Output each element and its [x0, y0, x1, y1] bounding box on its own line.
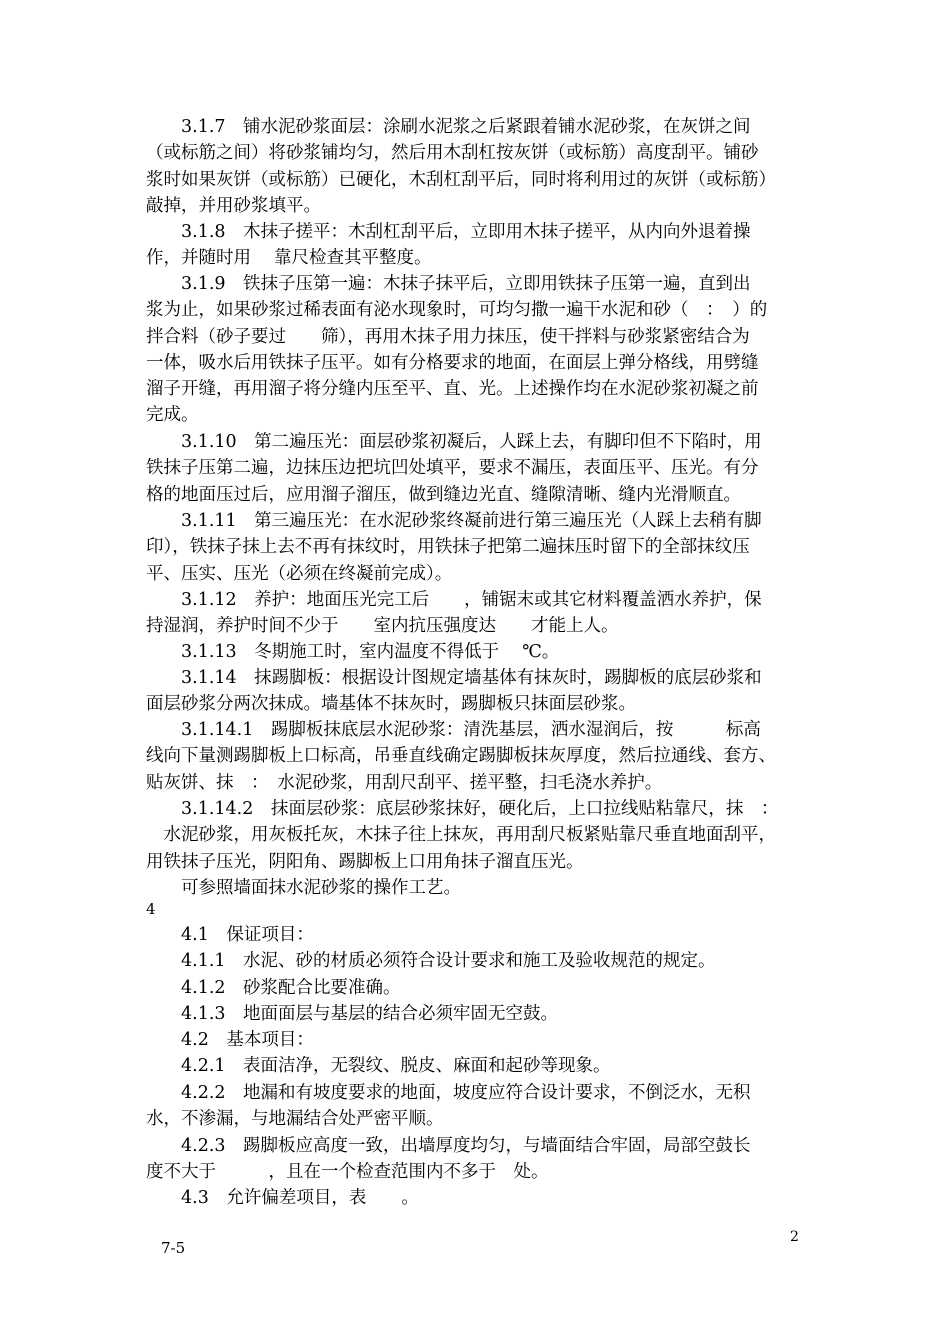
text-line: 水泥砂浆，用灰板托灰，木抹子往上抹灰，再用刮尺板紧贴靠尺垂直地面刮平，	[146, 825, 776, 846]
paragraph-3-1-12	[146, 587, 808, 640]
text-line: 4.2.3 踢脚板应高度一致，出墙厚度均匀，与墙面结合牢固，局部空鼓长	[146, 1136, 751, 1156]
text-line: 3.1.7 铺水泥砂浆面层：涂刷水泥浆之后紧跟着铺水泥砂浆，在灰饼之间	[146, 117, 751, 137]
text-line: 4.2.2 地漏和有坡度要求的地面，坡度应符合设计要求，不倒泛水，无积	[146, 1083, 751, 1103]
text-line: 线向下量测踢脚板上口标高，吊垂直线确定踢脚板抹灰厚度，然后拉通线、套方、	[146, 746, 776, 767]
text-line: 格的地面压过后，应用溜子溜压，做到缝边光直、缝隙清晰、缝内光滑顺直。	[146, 484, 741, 505]
paragraph-3-1-13	[146, 639, 808, 665]
text-line: 面层砂浆分两次抹成。墙基体不抹灰时，踢脚板只抹面层砂浆。	[146, 694, 636, 715]
text-line: 3.1.11 第三遍压光：在水泥砂浆终凝前进行第三遍压光（人踩上去稍有脚	[146, 511, 762, 531]
text-line: 度不大于 ，且在一个检查范围内不多于 处。	[146, 1162, 549, 1183]
text-line: 作，并随时用 靠尺检查其平整度。	[146, 248, 432, 269]
text-line: 贴灰饼、抹 ： 水泥砂浆，用刮尺刮平、搓平整，扫毛浇水养护。	[146, 772, 663, 793]
text-line: 平、压实、压光（必须在终凝前完成）。	[146, 563, 453, 584]
paragraph-4-2-3	[146, 1133, 808, 1186]
text-line: 印），铁抹子抹上去不再有抹纹时，用铁抹子把第二遍抹压时留下的全部抹纹压	[146, 537, 750, 558]
text-line: 3.1.12 养护：地面压光完工后 ，铺锯末或其它材料覆盖洒水养护，保	[146, 590, 762, 610]
paragraph-reference	[146, 875, 808, 901]
paragraph-3-1-8	[146, 219, 808, 272]
text-line: 3.1.8 木抹子搓平：木刮杠刮平后，立即用木抹子搓平，从内向外退着操	[146, 222, 751, 242]
paragraph-4-3	[146, 1185, 808, 1211]
page-number: 2	[790, 1229, 799, 1245]
paragraph-3-1-14-1	[146, 717, 808, 796]
table-label: 7-5	[146, 1239, 186, 1257]
text-line: 可参照墙面抹水泥砂浆的操作工艺。	[146, 878, 461, 898]
text-line: 4.1.1 水泥、砂的材质必须符合设计要求和施工及验收规范的规定。	[146, 951, 716, 972]
section-4-items	[146, 922, 808, 1080]
text-line: 敲掉，并用砂浆填平。	[146, 195, 321, 216]
text-line: 完成。	[146, 405, 199, 426]
text-line: 4.2 基本项目：	[146, 1030, 314, 1051]
text-line: 水，不渗漏，与地漏结合处严密平顺。	[146, 1109, 444, 1130]
text-line: 拌合料（砂子要过 筛），再用木抹子用力抹压，使干拌料与砂浆紧密结合为	[146, 326, 750, 347]
paragraph-3-1-10	[146, 429, 808, 508]
paragraph-4-2-2	[146, 1080, 808, 1133]
paragraph-3-1-9	[146, 271, 808, 429]
text-line: 浆为止，如果砂浆过稀表面有泌水现象时，可均匀撒一遍干水泥和砂（ ： ）的	[146, 300, 768, 321]
text-line: 3.1.14 抹踢脚板：根据设计图规定墙基体有抹灰时，踢脚板的底层砂浆和	[146, 668, 762, 688]
text-line: （或标筋之间）将砂浆铺均匀，然后用木刮杠按灰饼（或标筋）高度刮平。铺砂	[146, 143, 759, 164]
text-line: 3.1.14.2 抹面层砂浆：底层砂浆抹好，硬化后，上口拉线贴粘靠尺，抹 ：	[146, 799, 779, 819]
text-line: 3.1.14.1 踢脚板抹底层水泥砂浆：清洗基层，洒水湿润后，按 标高	[146, 720, 761, 740]
text-line: 浆时如果灰饼（或标筋）已硬化，木刮杠刮平后，同时将利用过的灰饼（或标筋）	[146, 169, 776, 190]
paragraph-3-1-14	[146, 665, 808, 718]
text-line: 溜子开缝，再用溜子将分缝内压至平、直、光。上述操作均在水泥砂浆初凝之前	[146, 379, 759, 400]
paragraph-3-1-7	[146, 114, 808, 219]
table-title	[0, 1211, 950, 1235]
paragraph-3-1-14-2	[146, 796, 808, 875]
paragraph-3-1-11	[146, 508, 808, 587]
text-line: 4.1 保证项目：	[146, 925, 314, 945]
text-line: 3.1.9 铁抹子压第一遍：木抹子抹平后，立即用铁抹子压第一遍，直到出	[146, 274, 751, 294]
text-line: 4.2.1 表面洁净，无裂纹、脱皮、麻面和起砂等现象。	[146, 1056, 611, 1077]
text-line: 4.1.2 砂浆配合比要准确。	[146, 977, 401, 998]
text-line: 4.1.3 地面面层与基层的结合必须牢固无空鼓。	[146, 1003, 559, 1024]
text-line: 一体，吸水后用铁抹子压平。如有分格要求的地面，在面层上弹分格线，用劈缝	[146, 352, 759, 373]
section-4-heading: 4	[146, 900, 216, 918]
text-line: 4.3 允许偏差项目，表 。	[146, 1188, 419, 1208]
text-line: 3.1.10 第二遍压光：面层砂浆初凝后，人踩上去，有脚印但不下陷时，用	[146, 432, 762, 452]
text-line: 持湿润，养护时间不少于 室内抗压强度达 才能上人。	[146, 616, 619, 637]
text-line: 3.1.13 冬期施工时，室内温度不得低于 ℃。	[146, 642, 560, 662]
text-line: 铁抹子压第二遍，边抹压边把坑凹处填平，要求不漏压，表面压平、压光。有分	[146, 458, 759, 479]
text-line: 用铁抹子压光，阴阳角、踢脚板上口用角抹子溜直压光。	[146, 851, 584, 872]
